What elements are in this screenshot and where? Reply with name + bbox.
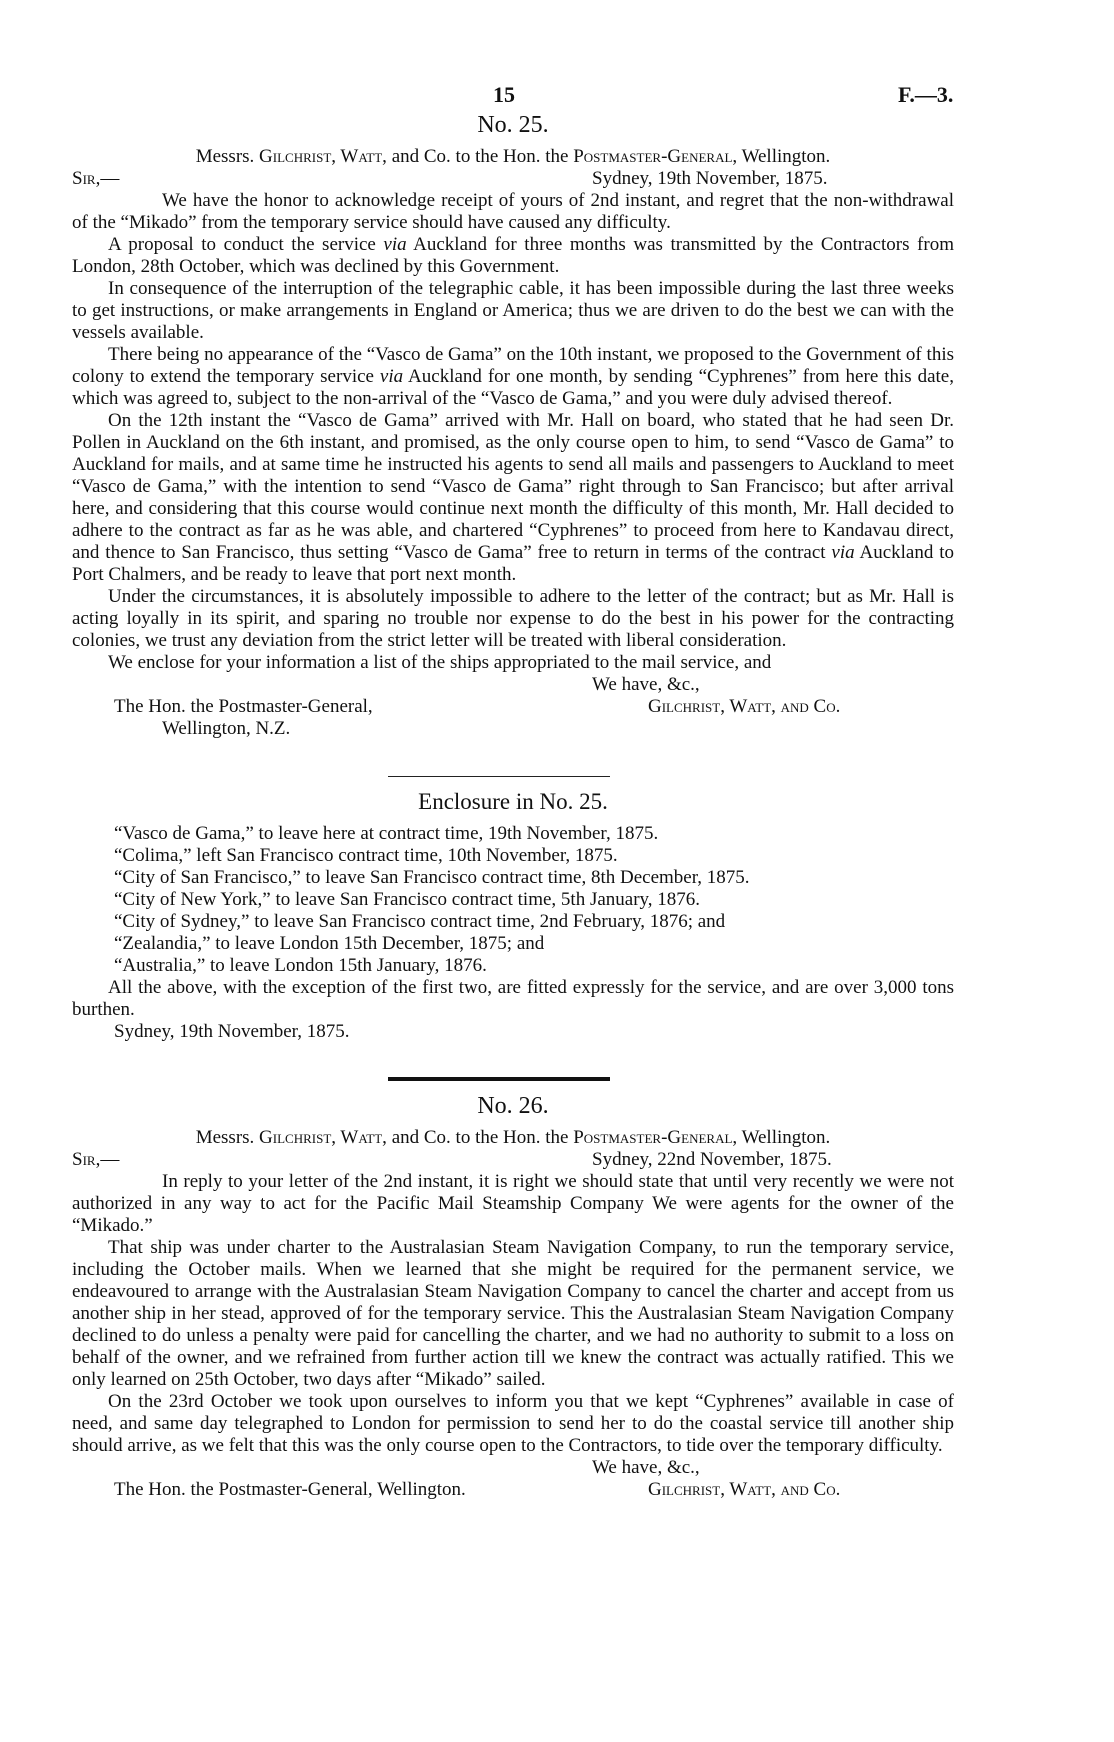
- salutation: Sir,—: [72, 1149, 120, 1170]
- list-item: “Vasco de Gama,” to leave here at contract time, 19th November, 1875.: [114, 823, 659, 844]
- closing: We have, &c.,: [592, 674, 700, 695]
- letter-25-paragraph-3: In consequence of the interruption of the telegraphic cable, it has been impossible during the last three weeks to get instructions, or make arrangements in England or America; thus we are driven to do the best we can with the vessels available.: [72, 278, 954, 343]
- letter-25-paragraph-4: There being no appearance of the “Vasco de Gama” on the 10th instant, we proposed to the Government of this colony to extend the temporary service via Auckland for one month, by sending “Cyphrenes” from here this date, which was agreed to, subject to the non-arrival of the “Vasco de Gama,” and you were duly advised thereof.: [72, 344, 954, 409]
- letter-26-address: Messrs. Gilchrist, Watt, and Co. to the Hon. the Postmaster-General, Wellington.: [195, 1127, 831, 1148]
- list-item: “Zealandia,” to leave London 15th December, 1875; and: [114, 933, 545, 954]
- letter-date: Sydney, 19th November, 1875.: [592, 168, 828, 189]
- letter-25-signature-row: [72, 696, 954, 718]
- letter-25-paragraph-7: We enclose for your information a list of the ships appropriated to the mail service, and: [108, 652, 772, 673]
- letter-25-paragraph-1: We have the honor to acknowledge receipt of yours of 2nd instant, and regret that the non-withdrawal of the “Mikado” from the temporary service should have caused any difficulty.: [72, 190, 954, 233]
- letter-25-salutation-line: [72, 168, 954, 190]
- letter-26-salutation-line: [72, 1149, 954, 1171]
- letter-26-paragraph-3: On the 23rd October we took upon ourselves to inform you that we kept “Cyphrenes” available in case of need, and same day telegraphed to London for permission to send her to do the coastal service till another ship should arrive, as we felt that this was the only course open to the Contractors, to tide over the temporary difficulty.: [72, 1391, 954, 1456]
- signature: Gilchrist, Watt, and Co.: [648, 696, 841, 717]
- document-reference: F.—3.: [898, 82, 954, 107]
- letter-26-signature-row: [72, 1479, 954, 1501]
- enclosure-date: Sydney, 19th November, 1875.: [114, 1021, 350, 1042]
- letter-25-paragraph-6: Under the circumstances, it is absolutely impossible to adhere to the letter of the contract; but as Mr. Hall is acting loyally in its spirit, and sparing no trouble nor expense to do the best in his power for the contracting colonies, we trust any deviation from the strict letter will be treated with liberal consideration.: [72, 586, 954, 651]
- section-divider: [388, 776, 610, 777]
- letter-26-paragraph-1: In reply to your letter of the 2nd instant, it is right we should state that until very recently we were not authorized in any way to act for the Pacific Mail Steamship Company We were agents for the owner of the “Mikado.”: [72, 1171, 954, 1236]
- enclosure-note: All the above, with the exception of the first two, are fitted expressly for the service, and are over 3,000 tons burthen.: [72, 977, 954, 1020]
- page-header: [72, 84, 954, 114]
- recipient: The Hon. the Postmaster-General, Wellington.: [114, 1479, 466, 1500]
- letter-25-paragraph-2: A proposal to conduct the service via Auckland for three months was transmitted by the Contractors from London, 28th October, which was declined by this Government.: [72, 234, 954, 277]
- list-item: “Australia,” to leave London 15th January, 1876.: [114, 955, 487, 976]
- letter-25-closing-row: [72, 674, 954, 696]
- letter-26-paragraph-2: That ship was under charter to the Australasian Steam Navigation Company, to run the temporary service, including the October mails. When we learned that she might be required for the permanent service, we endeavoured to arrange with the Australasian Steam Navigation Company to cancel the charter and accept from us another ship in her stead, approved of for the temporary service. This the Australasian Steam Navigation Company declined to do unless a penalty were paid for cancelling the charter, and we had no authority to submit to a loss on behalf of the owner, and we refrained from further action till we knew the contract was actually ratified. This we only learned on 25th October, two days after “Mikado” sailed.: [72, 1237, 954, 1390]
- recipient-location: Wellington, N.Z.: [162, 718, 291, 739]
- signature: Gilchrist, Watt, and Co.: [648, 1479, 841, 1500]
- letter-date: Sydney, 22nd November, 1875.: [592, 1149, 832, 1170]
- list-item: “City of Sydney,” to leave San Francisco contract time, 2nd February, 1876; and: [114, 911, 726, 932]
- salutation: Sir,—: [72, 168, 120, 189]
- enclosure-title: Enclosure in No. 25.: [418, 789, 608, 814]
- page-number: 15: [493, 82, 515, 107]
- list-item: “City of New York,” to leave San Francisco contract time, 5th January, 1876.: [114, 889, 701, 910]
- letter-25-paragraph-5: On the 12th instant the “Vasco de Gama” arrived with Mr. Hall on board, who stated that he had seen Dr. Pollen in Auckland on the 6th instant, and promised, as the only course open to him, to send “Vasco de Gama” to Auckland for mails, and at same time he instructed his agents to send all mails and passengers to Auckland to meet “Vasco de Gama,” with the intention to send “Vasco de Gama” right through to San Francisco; but after arrival here, and considering that this course would continue next month the difficulty of this month, Mr. Hall decided to adhere to the contract as far as he was able, and chartered “Cyphrenes” to proceed from here to Kandavau direct, and thence to San Francisco, thus setting “Vasco de Gama” free to return in terms of the contract via Auckland to Port Chalmers, and be ready to leave that port next month.: [72, 410, 954, 585]
- section-divider-thick: [388, 1077, 610, 1081]
- ship-list: [72, 823, 954, 977]
- letter-25-address: Messrs. Gilchrist, Watt, and Co. to the Hon. the Postmaster-General, Wellington.: [195, 146, 831, 167]
- list-item: “City of San Francisco,” to leave San Francisco contract time, 8th December, 1875.: [114, 867, 750, 888]
- letter-26-closing-row: [72, 1457, 954, 1479]
- closing: We have, &c.,: [592, 1457, 700, 1478]
- letter-25-title: No. 25.: [477, 112, 549, 138]
- letter-26-title: No. 26.: [477, 1093, 549, 1119]
- list-item: “Colima,” left San Francisco contract time, 10th November, 1875.: [114, 845, 618, 866]
- recipient: The Hon. the Postmaster-General,: [114, 696, 373, 717]
